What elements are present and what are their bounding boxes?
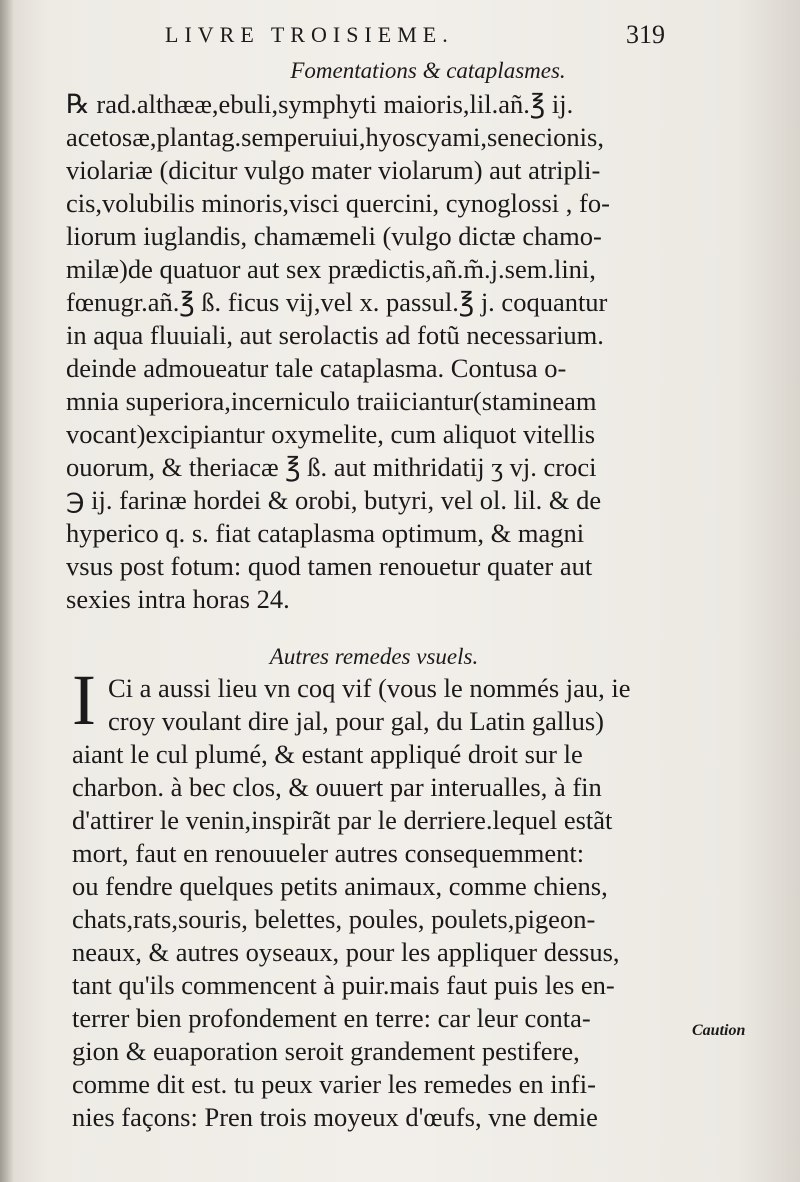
text-line: cis,volubilis minoris,visci quercini, cynoglossi , fo- [66,188,610,218]
text-block-latin-recipe [66,88,696,616]
text-line: ℈ ij. farinæ hordei & orobi, butyri, vel ol. lil. & de [66,485,602,515]
text-line: vocant)excipiantur oxymelite, cum aliquot vitellis [66,419,596,449]
text-line: acetosæ,plantag.semperuiui,hyoscyami,senecionis, [66,122,604,152]
text-line: hyperico q. s. fiat cataplasma optimum, & magni [66,518,585,548]
text-line: tant qu'ils commencent à puir.mais faut puis les en- [72,970,615,1000]
text-line: neaux, & autres oyseaux, pour les appliquer dessus, [72,937,620,967]
drop-cap: I [72,660,96,740]
margin-note: Caution [692,1022,746,1039]
text-line: Ci a aussi lieu vn coq vif (vous le nommés jau, ie [108,673,631,703]
text-line: in aqua fluuiali, aut serolactis ad fotũ necessarium. [66,320,604,350]
text-line: terrer bien profondement en terre: car leur conta- [72,1003,591,1033]
text-line: aiant le cul plumé, & estant appliqué droit sur le [72,739,583,769]
text-line: ouorum, & theriacæ ℥ ß. aut mithridatij ʒ vj. croci [66,452,597,482]
text-line: croy voulant dire jal, pour gal, du Latin gallus) [108,706,605,736]
text-line: ℞ rad.althææ,ebuli,symphyti maioris,lil.añ.℥ ij. [66,89,574,119]
text-line: deinde admoueatur tale cataplasma. Contusa o- [66,353,567,383]
section-title-autres-remedes: Autres remedes vsuels. [269,644,479,669]
text-line: milæ)de quatuor aut sex prædictis,añ.m̃.j.sem.lini, [66,254,596,284]
text-line: liorum iuglandis, chamæmeli (vulgo dictæ chamo- [66,221,602,251]
running-head: LIVRE TROISIEME. [165,22,454,47]
text-line: chats,rats,souris, belettes, poules, poulets,pigeon- [72,904,596,934]
text-line: d'attirer le venin,inspirãt par le derriere.lequel estãt [72,805,613,835]
text-line: sexies intra horas 24. [66,584,290,614]
text-line: comme dit est. tu peux varier les remedes en infi- [72,1069,596,1099]
text-line: violariæ (dicitur vulgo mater violarum) aut atripli- [66,155,601,185]
text-line: nies façons: Pren trois moyeux d'œufs, vne demie [72,1102,598,1132]
text-line: mnia superiora,incerniculo traiiciantur(stamineam [66,386,597,416]
text-line: mort, faut en renouueler autres consequemment: [72,838,585,868]
text-line: charbon. à bec clos, & ouuert par interualles, à fin [72,772,602,802]
text-line: ou fendre quelques petits animaux, comme chiens, [72,871,608,901]
page-number: 319 [626,20,665,49]
section-title-fomentations: Fomentations & cataplasmes. [290,58,566,83]
text-line: gion & euaporation seroit grandement pestifere, [72,1036,580,1066]
text-line: fœnugr.añ.℥ ß. ficus vij,vel x. passul.℥ j. coquantur [66,287,608,317]
text-block-french-remedies [72,660,702,1134]
text-line: vsus post fotum: quod tamen renouetur quater aut [66,551,593,581]
